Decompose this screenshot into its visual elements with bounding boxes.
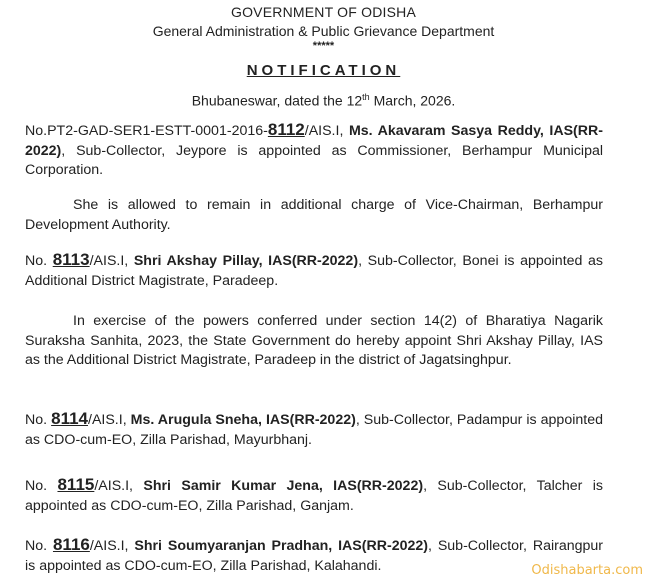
ref-number: 8112: [267, 120, 305, 139]
paragraph-8114: No. 8114/AIS.I, Ms. Arugula Sneha, IAS(RR-2022), Sub-Collector, Padampur is appointed as CDO-cum-EO, Zilla Parishad, Mayurbhanj.: [25, 409, 603, 448]
paragraph-8112: No.PT2-GAD-SER1-ESTT-0001-2016-8112/AIS.I, Ms. Akavaram Sasya Reddy, IAS(RR-2022), Sub-Collector, Jeypore is appointed as Commissioner, Berhampur Municipal Corporation.: [25, 120, 604, 178]
header-stars: *****: [312, 40, 335, 52]
notification-title: NOTIFICATION: [246, 62, 401, 79]
ref-number: 8113: [52, 250, 90, 269]
department-heading: General Administration & Public Grievance Department: [152, 23, 495, 39]
ref-number: 8116: [52, 535, 90, 554]
officer-name: Shri Samir Kumar Jena, IAS(RR-2022): [143, 478, 424, 494]
watermark: Odishabarta.com: [531, 563, 643, 578]
paragraph-8116: No. 8116/AIS.I, Shri Soumyaranjan Pradhan, IAS(RR-2022), Sub-Collector, Rairangpur is appointed as CDO-cum-EO, Zilla Parishad, Kalahandi.: [25, 535, 604, 574]
officer-name: Shri Soumyaranjan Pradhan, IAS(RR-2022): [134, 538, 428, 554]
paragraph-additional-charge: She is allowed to remain in additional charge of Vice-Chairman, Berhampur Development Authority.: [25, 197, 603, 233]
ref-number: 8114: [51, 409, 88, 428]
paragraph-section-14: In exercise of the powers conferred under section 14(2) of Bharatiya Nagarik Suraksha Sanhita, 2023, the State Government do hereby appoint Shri Akshay Pillay, IAS as the Additional District Magistrate, Paradeep in the district of Jagatsinghpur.: [25, 313, 603, 368]
paragraph-8115: No. 8115/AIS.I, Shri Samir Kumar Jena, IAS(RR-2022), Sub-Collector, Talcher is appointed as CDO-cum-EO, Zilla Parishad, Ganjam.: [25, 475, 603, 514]
government-heading: GOVERNMENT OF ODISHA: [231, 4, 416, 20]
officer-name: Shri Akshay Pillay, IAS(RR-2022): [133, 253, 359, 269]
notification-date: Bhubaneswar, dated the 12th March, 2026.: [191, 92, 456, 109]
ref-number: 8115: [57, 475, 95, 494]
paragraph-8113: No. 8113/AIS.I, Shri Akshay Pillay, IAS(RR-2022), Sub-Collector, Bonei is appointed as Additional District Magistrate, Paradeep.: [25, 250, 604, 289]
officer-name: Ms. Arugula Sneha, IAS(RR-2022): [130, 412, 356, 428]
officer-name: Ms. Akavaram Sasya Reddy, IAS(RR-2022): [25, 123, 604, 159]
